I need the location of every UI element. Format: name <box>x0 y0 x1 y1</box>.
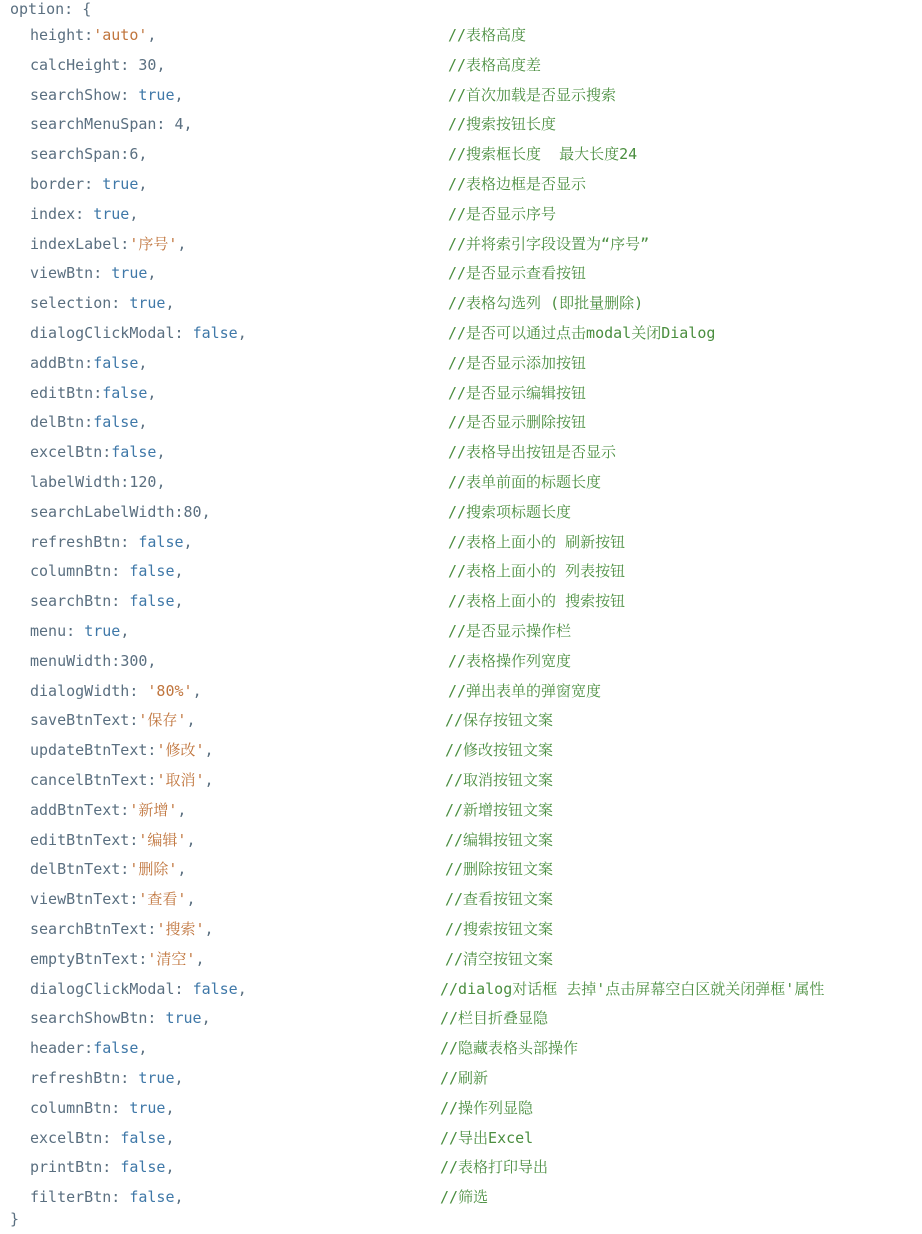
code-key: searchShow: <box>30 85 139 104</box>
code-key: viewBtn: <box>30 264 112 283</box>
code-property <box>30 556 184 586</box>
code-punct: , <box>186 830 196 849</box>
code-comment: //表单前面的标题长度 <box>448 473 602 491</box>
code-punct: , <box>147 651 157 670</box>
code-key: selection: <box>30 294 130 313</box>
code-value: 30 <box>138 55 157 74</box>
code-property <box>30 437 165 467</box>
code-punct: , <box>138 145 148 164</box>
code-comment: //栏目折叠显隐 <box>440 1009 549 1028</box>
code-value: true <box>111 264 148 283</box>
code-value: '查看' <box>138 890 187 909</box>
code-property <box>30 497 211 527</box>
code-comment: //刷新 <box>440 1069 489 1087</box>
code-value: true <box>165 1009 202 1028</box>
code-key: refreshBtn: <box>30 1069 139 1087</box>
code-value: '编辑' <box>138 830 187 849</box>
code-key: searchMenuSpan: <box>30 115 175 134</box>
code-line <box>0 1003 922 1033</box>
code-value: '清空' <box>147 949 196 968</box>
code-punct: , <box>156 473 166 491</box>
code-line <box>0 1182 922 1212</box>
code-key: delBtn: <box>30 413 94 432</box>
code-comment: //操作列显隐 <box>440 1098 534 1117</box>
code-line <box>0 1123 922 1153</box>
code-line <box>0 825 922 855</box>
code-value: '取消' <box>156 771 205 789</box>
code-value: 120 <box>129 473 157 491</box>
code-punct: , <box>186 890 196 909</box>
code-open-line: option: { <box>10 0 92 18</box>
code-punct: , <box>201 1009 211 1028</box>
code-punct: , <box>174 592 184 611</box>
code-line <box>0 288 922 318</box>
code-key: columnBtn: <box>30 562 130 581</box>
code-value: '搜索' <box>156 920 205 938</box>
code-line <box>0 437 922 467</box>
code-comment: //删除按钮文案 <box>445 860 554 879</box>
code-key: editBtnText: <box>30 830 139 849</box>
code-value: 6 <box>129 145 139 164</box>
code-comment: //表格打印导出 <box>440 1158 549 1177</box>
code-property <box>30 914 214 944</box>
code-punct: , <box>204 771 214 789</box>
code-value: true <box>93 204 130 223</box>
code-key: index: <box>30 204 94 223</box>
code-property <box>30 318 247 348</box>
code-line <box>0 378 922 408</box>
code-line <box>0 169 922 199</box>
code-property <box>30 199 138 229</box>
code-punct: , <box>177 800 187 819</box>
code-value: '删除' <box>129 860 178 879</box>
code-comment: //并将索引字段设置为“序号” <box>448 234 650 253</box>
code-comment: //表格导出按钮是否显示 <box>448 443 617 462</box>
code-property <box>30 825 195 855</box>
code-property <box>30 676 202 706</box>
code-value: 80 <box>183 502 202 521</box>
code-property <box>30 735 214 765</box>
code-line <box>0 586 922 616</box>
code-punct: , <box>201 502 211 521</box>
code-property <box>30 854 186 884</box>
code-value: false <box>93 413 139 432</box>
code-key: searchSpan: <box>30 145 130 164</box>
code-comment: //是否显示操作栏 <box>448 622 572 640</box>
code-comment: //表格上面小的 刷新按钮 <box>448 532 626 551</box>
code-value: false <box>129 592 175 611</box>
code-key: columnBtn: <box>30 1098 130 1117</box>
code-line <box>0 646 922 676</box>
code-key: searchLabelWidth: <box>30 502 184 521</box>
code-key: excelBtn: <box>30 443 112 462</box>
code-comment: //搜索按钮文案 <box>445 920 554 938</box>
code-punct: , <box>237 979 247 998</box>
code-comment: //是否显示序号 <box>448 204 557 223</box>
code-comment: //是否显示添加按钮 <box>448 353 587 372</box>
code-line <box>0 1152 922 1182</box>
code-comment: //是否显示编辑按钮 <box>448 383 587 402</box>
code-comment: //搜索按钮长度 <box>448 115 557 134</box>
code-punct: , <box>183 532 193 551</box>
code-comment: //表格上面小的 搜索按钮 <box>448 592 626 611</box>
code-value: 4 <box>174 115 184 134</box>
code-comment: //表格高度差 <box>448 55 542 74</box>
code-comment: //首次加载是否显示搜索 <box>448 85 617 104</box>
code-value: false <box>192 979 238 998</box>
code-line <box>0 884 922 914</box>
code-key: labelWidth: <box>30 473 130 491</box>
code-comment: //编辑按钮文案 <box>445 830 554 849</box>
code-line <box>0 705 922 735</box>
code-line <box>0 944 922 974</box>
code-line <box>0 914 922 944</box>
code-punct: , <box>138 413 148 432</box>
code-key: filterBtn: <box>30 1188 130 1207</box>
code-property <box>30 974 247 1004</box>
code-punct: , <box>138 1039 148 1058</box>
code-property <box>30 258 156 288</box>
code-punct: , <box>165 1158 175 1177</box>
code-value: false <box>138 532 184 551</box>
code-value: '修改' <box>156 741 205 760</box>
code-value: true <box>84 622 121 640</box>
code-value: '新增' <box>129 800 178 819</box>
code-line <box>0 1093 922 1123</box>
code-property <box>30 705 195 735</box>
code-key: cancelBtnText: <box>30 771 157 789</box>
code-line <box>0 109 922 139</box>
code-key: addBtn: <box>30 353 94 372</box>
code-property <box>30 80 184 110</box>
code-key: border: <box>30 175 103 193</box>
code-line <box>0 676 922 706</box>
code-line <box>0 1033 922 1063</box>
code-comment: //表格勾选列 (即批量删除) <box>448 294 644 313</box>
code-comment: //筛选 <box>440 1188 489 1207</box>
code-property <box>30 20 156 50</box>
code-close-line: } <box>10 1210 20 1228</box>
code-punct: , <box>237 324 247 342</box>
code-key: dialogWidth: <box>30 681 148 700</box>
code-property <box>30 884 195 914</box>
code-key: emptyBtnText: <box>30 949 148 968</box>
code-punct: , <box>120 622 130 640</box>
code-line <box>0 407 922 437</box>
code-value: 'auto' <box>93 26 148 44</box>
code-punct: , <box>204 920 214 938</box>
code-key: excelBtn: <box>30 1128 121 1147</box>
code-property <box>30 586 184 616</box>
code-value: false <box>93 1039 139 1058</box>
code-comment: //表格上面小的 列表按钮 <box>448 562 626 581</box>
code-key: printBtn: <box>30 1158 121 1177</box>
code-property <box>30 229 186 259</box>
code-value: true <box>129 294 166 313</box>
code-key: delBtnText: <box>30 860 130 879</box>
code-punct: , <box>174 1069 184 1087</box>
code-line <box>0 795 922 825</box>
code-punct: , <box>165 1128 175 1147</box>
code-value: false <box>111 443 157 462</box>
code-comment: //新增按钮文案 <box>445 800 554 819</box>
code-value: false <box>129 562 175 581</box>
code-value: true <box>102 175 139 193</box>
code-comment: //搜索框长度 最大长度24 <box>448 145 638 164</box>
code-property <box>30 407 147 437</box>
code-punct: , <box>147 264 157 283</box>
code-line <box>0 527 922 557</box>
code-value: true <box>138 1069 175 1087</box>
code-line <box>0 556 922 586</box>
code-punct: , <box>165 1098 175 1117</box>
code-comment: //是否可以通过点击modal关闭Dialog <box>448 324 716 342</box>
code-property <box>30 109 193 139</box>
code-punct: , <box>138 353 148 372</box>
code-punct: , <box>174 1188 184 1207</box>
code-comment: //保存按钮文案 <box>445 711 554 730</box>
code-value: 300 <box>120 651 148 670</box>
code-key: calcHeight: <box>30 55 139 74</box>
code-key: searchBtnText: <box>30 920 157 938</box>
code-line <box>0 258 922 288</box>
code-comment: //查看按钮文案 <box>445 890 554 909</box>
code-property <box>30 1152 175 1182</box>
code-line <box>0 50 922 80</box>
code-comment: //是否显示删除按钮 <box>448 413 587 432</box>
code-key: searchShowBtn: <box>30 1009 166 1028</box>
code-property <box>30 765 214 795</box>
code-property <box>30 646 156 676</box>
code-line <box>0 20 922 50</box>
code-value: '保存' <box>138 711 187 730</box>
code-property <box>30 1063 184 1093</box>
code-punct: , <box>177 234 187 253</box>
code-key: viewBtnText: <box>30 890 139 909</box>
code-punct: , <box>138 175 148 193</box>
code-key: searchBtn: <box>30 592 130 611</box>
code-key: menuWidth: <box>30 651 121 670</box>
code-line <box>0 318 922 348</box>
code-comment: //搜索项标题长度 <box>448 502 572 521</box>
code-line <box>0 348 922 378</box>
code-property <box>30 1123 175 1153</box>
code-punct: , <box>204 741 214 760</box>
code-property <box>30 288 175 318</box>
code-property <box>30 50 165 80</box>
code-value: false <box>102 383 148 402</box>
code-line <box>0 199 922 229</box>
code-line <box>0 1063 922 1093</box>
code-value: '序号' <box>129 234 178 253</box>
code-property <box>30 348 147 378</box>
code-line <box>0 616 922 646</box>
code-comment: //表格边框是否显示 <box>448 175 587 193</box>
code-value: '80%' <box>147 681 193 700</box>
code-line <box>0 80 922 110</box>
code-punct: , <box>186 711 196 730</box>
code-line <box>0 467 922 497</box>
code-value: true <box>129 1098 166 1117</box>
code-comment: //取消按钮文案 <box>445 771 554 789</box>
code-punct: , <box>147 383 157 402</box>
code-punct: , <box>156 443 166 462</box>
code-value: true <box>138 85 175 104</box>
code-property <box>30 378 156 408</box>
code-property <box>30 1182 184 1212</box>
code-key: height: <box>30 26 94 44</box>
code-comment: //清空按钮文案 <box>445 949 554 968</box>
code-property <box>30 616 129 646</box>
code-comment: //表格高度 <box>448 26 527 44</box>
code-property <box>30 1093 175 1123</box>
code-key: dialogClickModal: <box>30 324 193 342</box>
code-property <box>30 139 147 169</box>
code-property <box>30 795 186 825</box>
code-punct: , <box>174 562 184 581</box>
code-value: false <box>192 324 238 342</box>
code-key: addBtnText: <box>30 800 130 819</box>
code-punct: , <box>156 55 166 74</box>
code-property <box>30 527 193 557</box>
code-property <box>30 467 165 497</box>
code-line <box>0 139 922 169</box>
code-line <box>0 735 922 765</box>
code-comment: //修改按钮文案 <box>445 741 554 760</box>
code-comment: //dialog对话框 去掉'点击屏幕空白区就关闭弹框'属性 <box>440 979 825 998</box>
code-comment: //是否显示查看按钮 <box>448 264 587 283</box>
code-value: false <box>129 1188 175 1207</box>
code-comment: //导出Excel <box>440 1128 534 1147</box>
code-property <box>30 944 205 974</box>
code-punct: , <box>129 204 139 223</box>
code-key: header: <box>30 1039 94 1058</box>
code-punct: , <box>165 294 175 313</box>
code-key: editBtn: <box>30 383 103 402</box>
code-line <box>0 974 922 1004</box>
code-punct: , <box>183 115 193 134</box>
code-comment: //表格操作列宽度 <box>448 651 572 670</box>
code-key: refreshBtn: <box>30 532 139 551</box>
code-key: dialogClickModal: <box>30 979 193 998</box>
code-key: indexLabel: <box>30 234 130 253</box>
code-punct: , <box>192 681 202 700</box>
code-punct: , <box>177 860 187 879</box>
code-comment: //隐藏表格头部操作 <box>440 1039 579 1058</box>
code-property <box>30 169 147 199</box>
code-line <box>0 229 922 259</box>
code-property <box>30 1033 147 1063</box>
code-comment: //弹出表单的弹窗宽度 <box>448 681 602 700</box>
code-punct: , <box>195 949 205 968</box>
code-value: false <box>93 353 139 372</box>
code-key: menu: <box>30 622 85 640</box>
code-property <box>30 1003 211 1033</box>
code-line <box>0 497 922 527</box>
code-value: false <box>120 1128 166 1147</box>
code-punct: , <box>174 85 184 104</box>
code-line <box>0 854 922 884</box>
code-key: saveBtnText: <box>30 711 139 730</box>
code-value: false <box>120 1158 166 1177</box>
code-key: updateBtnText: <box>30 741 157 760</box>
code-punct: , <box>147 26 157 44</box>
code-line <box>0 765 922 795</box>
